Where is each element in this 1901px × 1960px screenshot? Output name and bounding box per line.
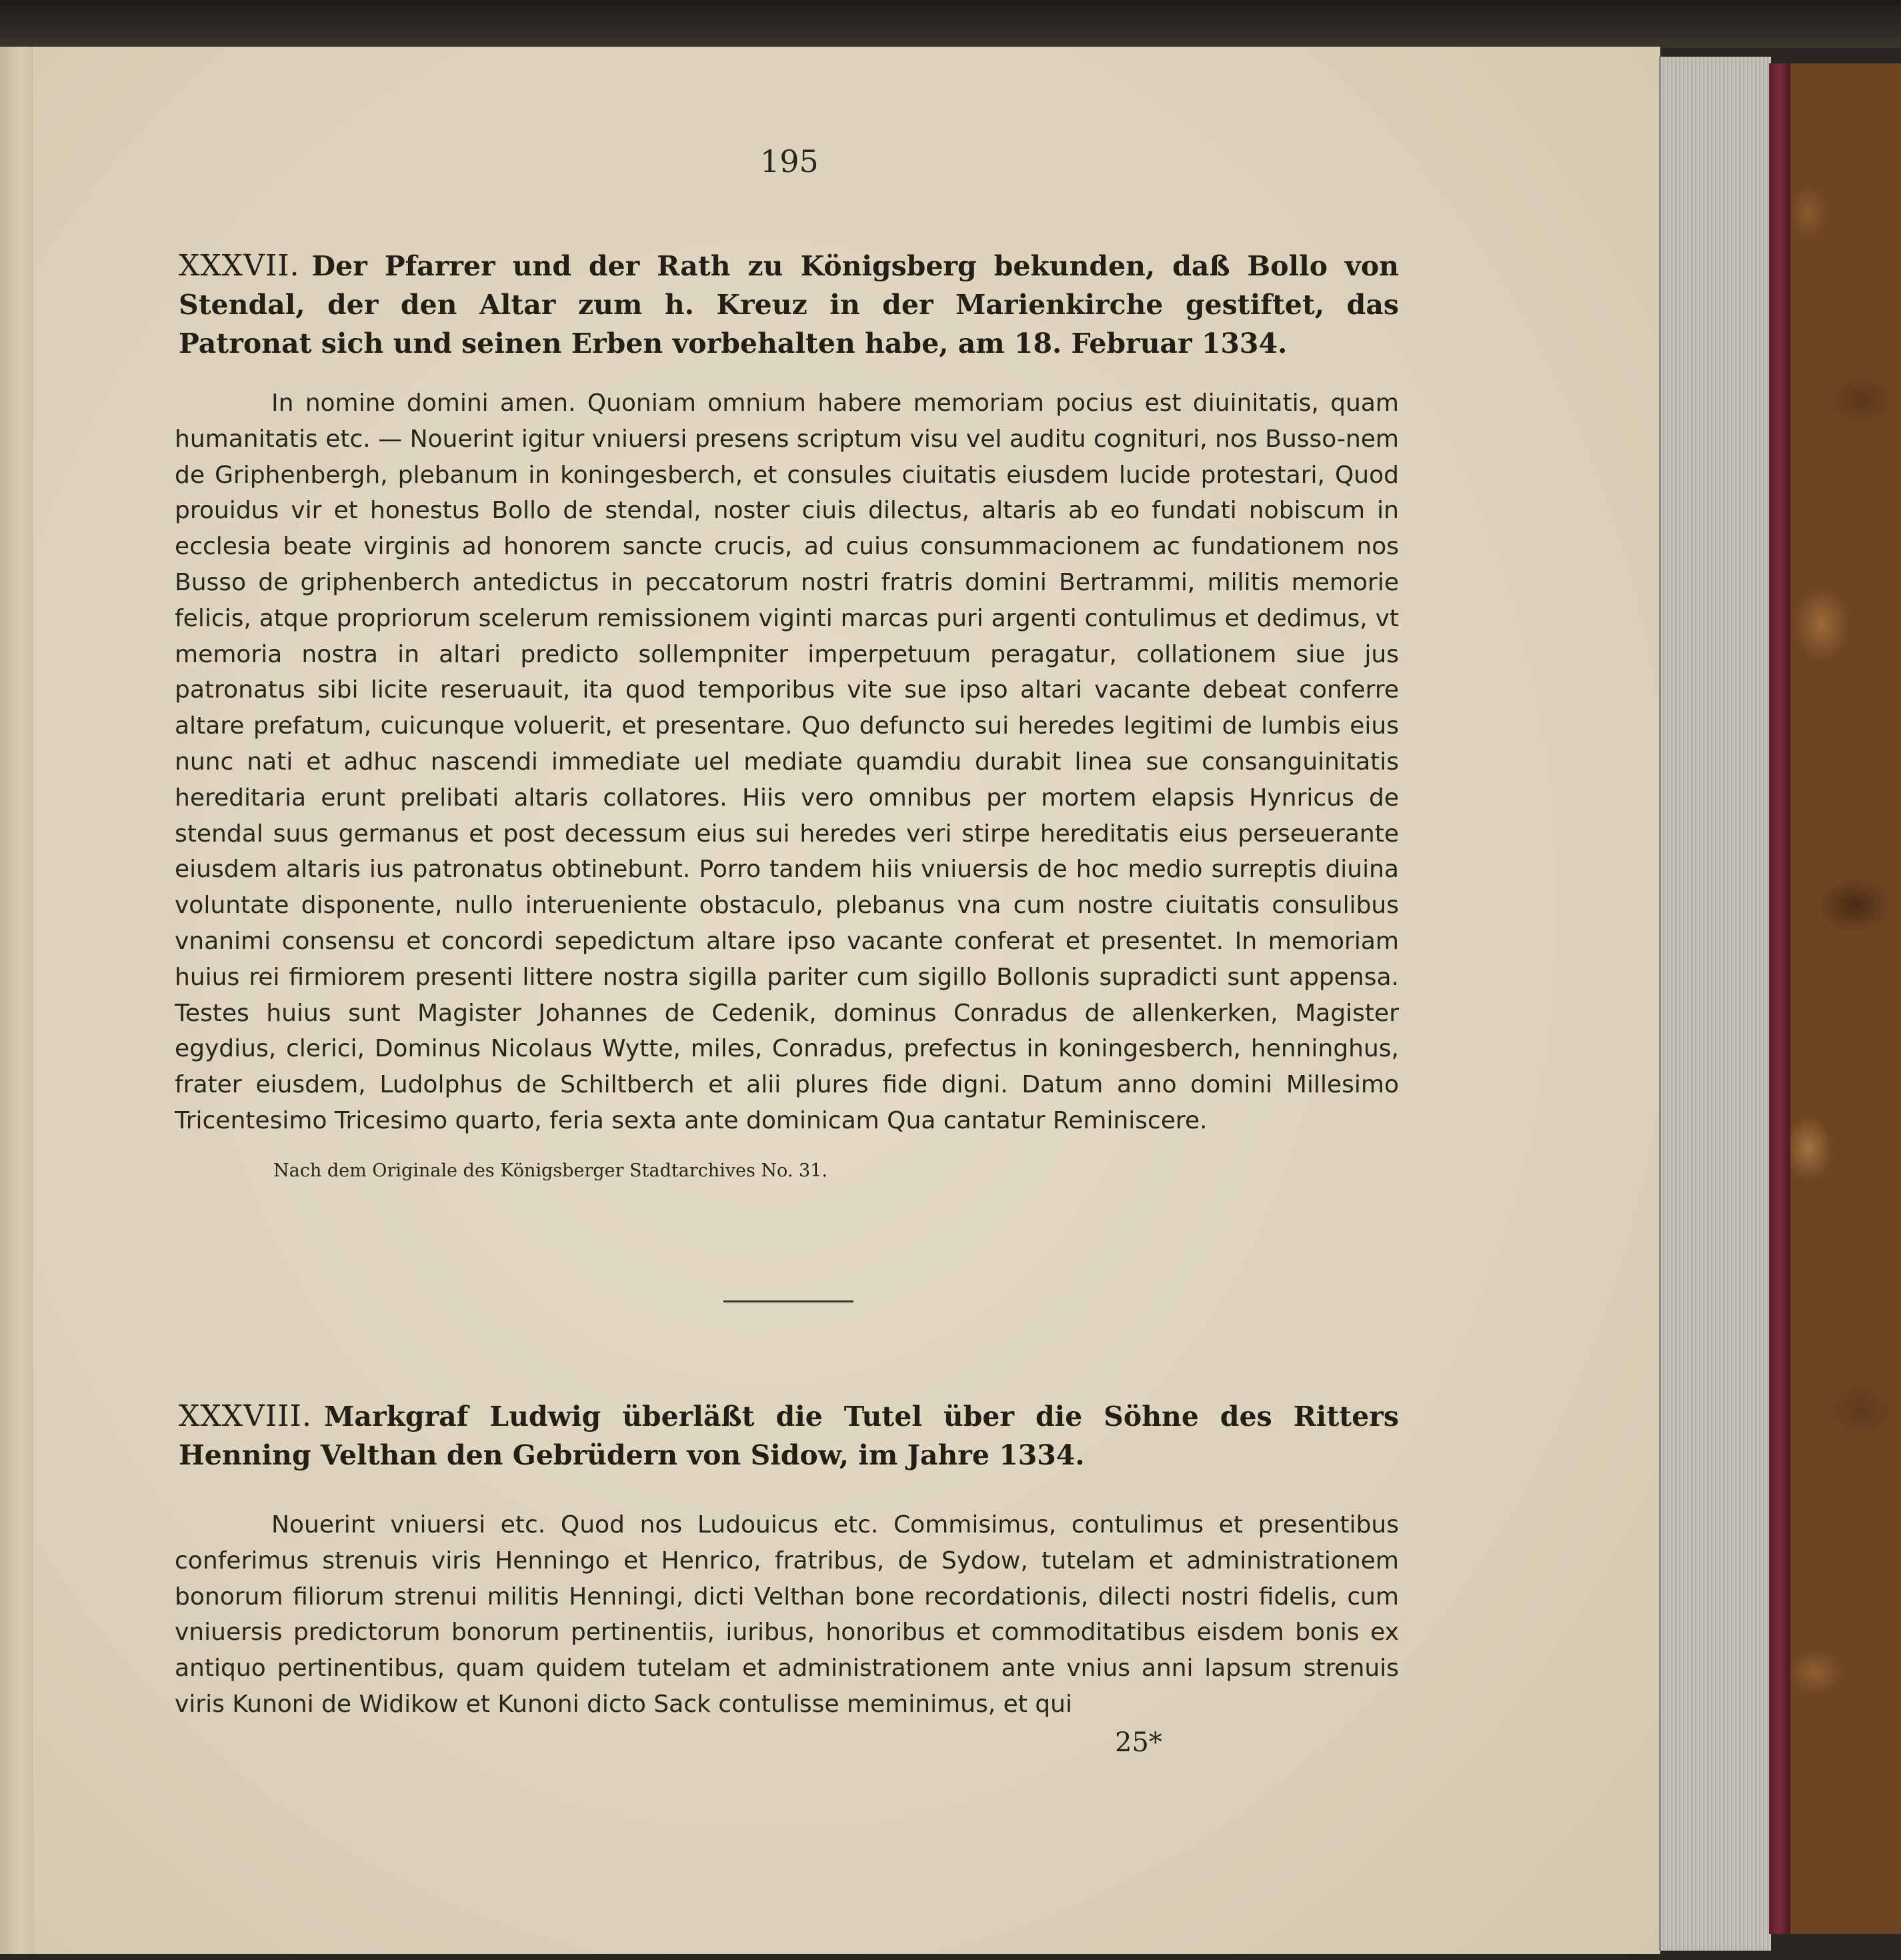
document-title-38: Markgraf Ludwig überläßt die Tutel über die Söhne des Ritters Henning Velthan den Gebrüdern von Sidow, im Jahre 1334. [179,1400,1399,1471]
document-number-37: XXXVII. [179,249,300,283]
document-heading-38 [179,1397,1399,1475]
page-number: 195 [760,143,819,179]
cover-spine-edge [1769,63,1790,1934]
document-text-38: Nouerint vniuersi etc. Quod nos Ludouicus etc. Commisimus, contulimus et presentibus conferimus strenuis viris Henningo et Henrico, fratribus, de Sydow, tutelam et administrationem bonorum filiorum strenui militis Henningi, dicti Velthan bone recordationis, dilecti nostri fidelis, cum vniuersis predictorum bonorum pertinentiis, iuribus, honoribus et commoditatibus eisdem bonis ex antiquo pertinentibus, quam quidem tutelam et administrationem ante vnius anni lapsum strenuis viris Kunoni de Widikow et Kunoni dicto Sack contulisse meminimus, et qui [175,1511,1399,1718]
document-title-37: Der Pfarrer und der Rath zu Königsberg bekunden, daß Bollo von Stendal, der den Altar zum h. Kreuz in der Marienkirche gestiftet, das Patronat sich und seinen Erben vorbehalten habe, am 18. Februar 1334. [179,250,1399,359]
top-background [0,0,1901,48]
facing-page-edge [0,47,35,1954]
section-divider [723,1300,853,1302]
document-heading-37 [179,247,1399,363]
document-body-38 [175,1507,1399,1723]
page-block-edges [1659,57,1771,1951]
source-note: Nach dem Originale des Königsberger Stadtarchives No. 31. [273,1160,827,1181]
signature-mark: 25* [1115,1727,1162,1758]
document-body-37 [175,385,1399,1139]
document-text-37: In nomine domini amen. Quoniam omnium habere memoriam pocius est diuinitatis, quam humanitatis etc. — Nouerint igitur vniuersi presens scriptum visu vel auditu cognituri, nos Busso-nem de Griphenbergh, plebanum in koningesberch, et consules ciuitatis eiusdem lucide protestari, Quod prouidus vir et honestus Bollo de stendal, noster ciuis dilectus, altaris ab eo fundati nobiscum in ecclesia beate virginis ad honorem sancte crucis, ad cuius consummacionem ac fundationem nos Busso de griphenberch antedictus in peccatorum nostri fratris domini Bertrammi, militis memorie felicis, atque propriorum scelerum remissionem viginti marcas puri argenti contulimus et dedimus, vt memoria nostra in altari predicto sollempniter imperpetuum peragatur, collationem siue jus patronatus sibi licite reseruauit, ita quod temporibus vite sue ipso altari vacante debeat conferre altare prefatum, cuicunque voluerit, et presentare. Quo defuncto sui heredes legitimi de lumbis eius nunc nati et adhuc nascendi immediate uel mediate quamdiu durabit linea sue consanguinitatis hereditaria erunt prelibati altaris collatores. Hiis vero omnibus per mortem elapsis Hynricus de stendal suus germanus et post decessum eius sui heredes veri stirpe hereditatis eius perseuerante eiusdem altaris ius patronatus obtinebunt. Porro tandem hiis vniuersis de hoc medio surreptis diuina voluntate disponente, nullo interueniente obstaculo, plebanus vna cum nostre ciuitatis consulibus vnanimi consensu et concordi sepedictum altare ipso vacante conferat et presentet. In memoriam huius rei firmiorem presenti littere nostra sigilla pariter cum sigillo Bollonis supradicti sunt appensa. Testes huius sunt Magister Johannes de Cedenik, dominus Conradus de allenkerken, Magister egydius, clerici, Dominus Nicolaus Wytte, miles, Conradus, prefectus in koningesberch, henninghus, frater eiusdem, Ludolphus de Schiltberch et alii plures fide digni. Datum anno domini Millesimo Tricentesimo Tricesimo quarto, feria sexta ante dominicam Qua cantatur Reminiscere. [175,389,1399,1134]
document-number-38: XXXVIII. [179,1399,312,1433]
